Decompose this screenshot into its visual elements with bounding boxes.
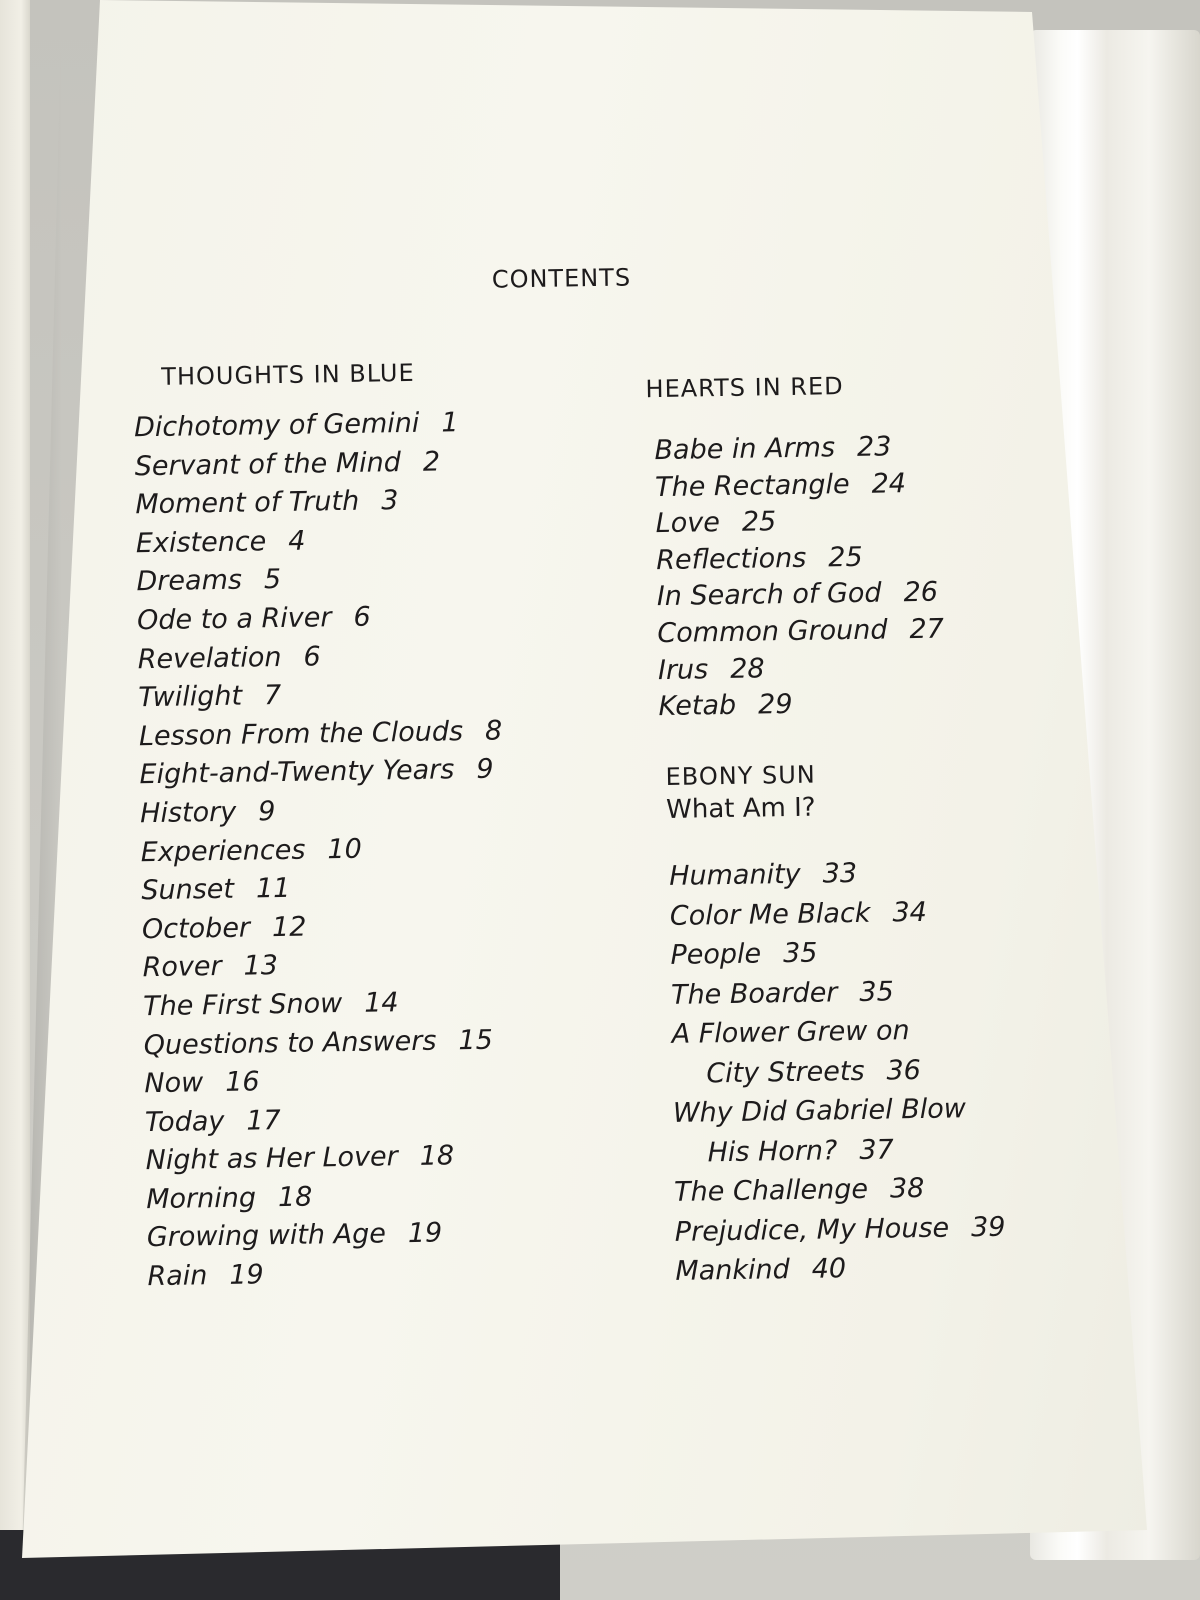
toc-entry: [143, 982, 507, 1026]
toc-entry-page-number: 33: [822, 857, 858, 890]
toc-entry: [135, 481, 499, 525]
toc-entry: [657, 575, 944, 616]
toc-entry: [145, 1098, 509, 1142]
toc-entry-page-number: 18: [277, 1181, 313, 1213]
toc-entry: [655, 502, 942, 543]
toc-entry: [670, 891, 1001, 936]
toc-entry-page-number: 17: [246, 1104, 281, 1137]
toc-entry: [655, 465, 942, 506]
toc-entry-page-number: 9: [257, 796, 276, 828]
section-subheading-what-am-i: What Am I?: [665, 792, 816, 825]
toc-entry: [139, 712, 503, 756]
toc-list-hearts-in-red: [654, 429, 945, 726]
section-heading-thoughts-in-blue: THOUGHTS IN BLUE: [161, 358, 415, 391]
toc-entry-title: Love: [655, 507, 721, 540]
toc-entry: [670, 931, 1001, 976]
toc-entry-title: October: [141, 912, 251, 945]
toc-entry-page-number: 36: [886, 1054, 922, 1087]
toc-entry-title: Ode to a River: [136, 602, 332, 637]
toc-entry: [673, 1089, 1004, 1134]
toc-entry-title: Sunset: [141, 873, 235, 907]
toc-entry: [671, 1010, 1002, 1055]
toc-entry-page-number: 23: [856, 431, 892, 463]
toc-entry: [674, 1168, 1005, 1213]
toc-entry-page-number: 4: [288, 525, 306, 557]
toc-entry-page-number: 26: [903, 577, 939, 609]
toc-entry-title: Moment of Truth: [135, 485, 360, 521]
toc-entry-page-number: 6: [303, 640, 321, 673]
toc-entry-page-number: 34: [892, 896, 928, 928]
toc-entry: [672, 1049, 1003, 1094]
toc-entry: [674, 1207, 1005, 1252]
toc-entry-title: Common Ground: [657, 614, 888, 650]
toc-entry-page-number: 1: [441, 407, 459, 439]
toc-entry: [142, 944, 506, 988]
toc-entry: [675, 1247, 1006, 1292]
toc-entry-title: The First Snow: [142, 987, 343, 1023]
toc-entry-page-number: 18: [419, 1140, 455, 1173]
toc-entry-title: His Horn?: [707, 1134, 838, 1168]
toc-entry-title: The Boarder: [670, 976, 838, 1011]
toc-entry-title: Twilight: [138, 680, 243, 714]
toc-entry-page-number: 19: [229, 1259, 264, 1291]
toc-entry: [673, 1128, 1004, 1173]
toc-list-ebony-sun: [669, 852, 1006, 1292]
toc-entry-title: Why Did Gabriel Blow: [672, 1093, 967, 1129]
toc-entry-page-number: 13: [243, 950, 279, 982]
toc-entry-title: A Flower Grew on: [671, 1015, 910, 1050]
toc-entry-page-number: 28: [729, 652, 765, 685]
toc-entry-title: Questions to Answers: [143, 1025, 437, 1061]
toc-entry: [658, 685, 945, 726]
toc-entry-title: The Challenge: [673, 1173, 869, 1208]
page-title: CONTENTS: [491, 263, 632, 294]
toc-entry: [144, 1060, 508, 1104]
toc-entry-title: Color Me Black: [669, 897, 871, 932]
toc-entry-title: Now: [144, 1067, 204, 1100]
section-heading-hearts-in-red: HEARTS IN RED: [645, 372, 844, 404]
toc-entry-page-number: 8: [484, 715, 503, 747]
toc-list-thoughts-in-blue: [134, 404, 511, 1297]
toc-entry-title: Existence: [135, 525, 267, 560]
toc-entry-title: Irus: [657, 653, 709, 686]
toc-entry: [658, 648, 945, 689]
toc-entry-title: Eight-and-Twenty Years: [139, 754, 455, 791]
toc-entry-page-number: 10: [327, 833, 362, 865]
toc-entry-page-number: 7: [263, 680, 282, 712]
toc-entry-title: Dreams: [136, 564, 243, 598]
toc-entry: [136, 558, 500, 602]
toc-entry: [140, 789, 504, 833]
toc-entry-page-number: 19: [407, 1218, 443, 1250]
toc-entry-page-number: 5: [263, 564, 282, 596]
toc-entry-page-number: 29: [757, 689, 793, 721]
toc-entry-title: Revelation: [137, 641, 282, 675]
toc-entry-page-number: 24: [871, 467, 907, 500]
toc-entry-title: The Rectangle: [654, 468, 850, 503]
toc-entry-page-number: 2: [422, 446, 441, 478]
toc-entry-page-number: 16: [224, 1066, 260, 1099]
toc-entry: [147, 1253, 511, 1297]
toc-entry-title: Humanity: [668, 858, 801, 892]
toc-entry: [654, 429, 941, 470]
toc-entry: [146, 1175, 510, 1219]
toc-entry-title: Night as Her Lover: [145, 1141, 398, 1177]
toc-entry-title: Mankind: [675, 1254, 790, 1287]
toc-entry-title: Rain: [147, 1260, 208, 1293]
toc-entry-page-number: 40: [811, 1253, 847, 1285]
toc-entry-title: Dichotomy of Gemini: [133, 407, 420, 444]
toc-entry-title: Ketab: [658, 690, 737, 723]
toc-entry-page-number: 9: [476, 754, 494, 786]
section-heading-ebony-sun: EBONY SUN: [665, 760, 816, 791]
toc-entry: [141, 867, 505, 911]
toc-entry-title: Rover: [142, 951, 222, 984]
toc-entry: [671, 970, 1002, 1015]
toc-entry-title: Experiences: [140, 834, 306, 868]
toc-entry-page-number: 39: [970, 1211, 1006, 1243]
toc-entry: [144, 1021, 508, 1065]
toc-entry-title: Morning: [145, 1182, 257, 1216]
toc-entry-page-number: 3: [380, 485, 399, 517]
toc-entry-page-number: 6: [353, 601, 371, 633]
toc-entry-title: History: [139, 796, 237, 830]
toc-entry: [137, 597, 501, 641]
toc-entry: [656, 538, 943, 579]
toc-entry-title: Today: [144, 1105, 225, 1138]
toc-entry: [139, 751, 503, 795]
toc-entry: [138, 674, 502, 718]
toc-entry: [657, 612, 944, 653]
toc-entry-title: Servant of the Mind: [134, 446, 402, 482]
toc-entry-page-number: 37: [859, 1133, 894, 1166]
toc-entry-title: City Streets: [706, 1055, 865, 1089]
toc-entry-title: People: [670, 938, 762, 971]
toc-entry-page-number: 14: [363, 987, 399, 1019]
toc-entry-page-number: 25: [741, 506, 777, 538]
toc-entry: [669, 852, 1000, 897]
toc-entry: [134, 404, 498, 448]
toc-entry: [140, 828, 504, 872]
toc-entry-page-number: 12: [271, 911, 307, 943]
toc-entry-page-number: 35: [859, 975, 894, 1008]
toc-entry: [147, 1214, 511, 1258]
toc-entry-page-number: 25: [828, 541, 863, 574]
toc-entry-title: Growing with Age: [146, 1218, 387, 1254]
toc-entry-title: In Search of God: [656, 577, 882, 613]
toc-entry-title: Prejudice, My House: [674, 1212, 950, 1248]
toc-entry: [145, 1137, 509, 1181]
toc-entry: [142, 905, 506, 949]
toc-entry-title: Reflections: [655, 542, 807, 576]
toc-entry-title: Babe in Arms: [654, 432, 836, 467]
toc-entry: [137, 635, 501, 679]
toc-entry-title: Lesson From the Clouds: [138, 715, 464, 752]
toc-entry-page-number: 11: [255, 873, 291, 905]
toc-entry-page-number: 38: [889, 1172, 925, 1205]
toc-entry-page-number: 27: [909, 613, 945, 646]
toc-entry-page-number: 35: [782, 937, 818, 970]
toc-entry: [134, 442, 498, 486]
toc-entry: [136, 519, 500, 563]
toc-entry-page-number: 15: [458, 1024, 493, 1056]
